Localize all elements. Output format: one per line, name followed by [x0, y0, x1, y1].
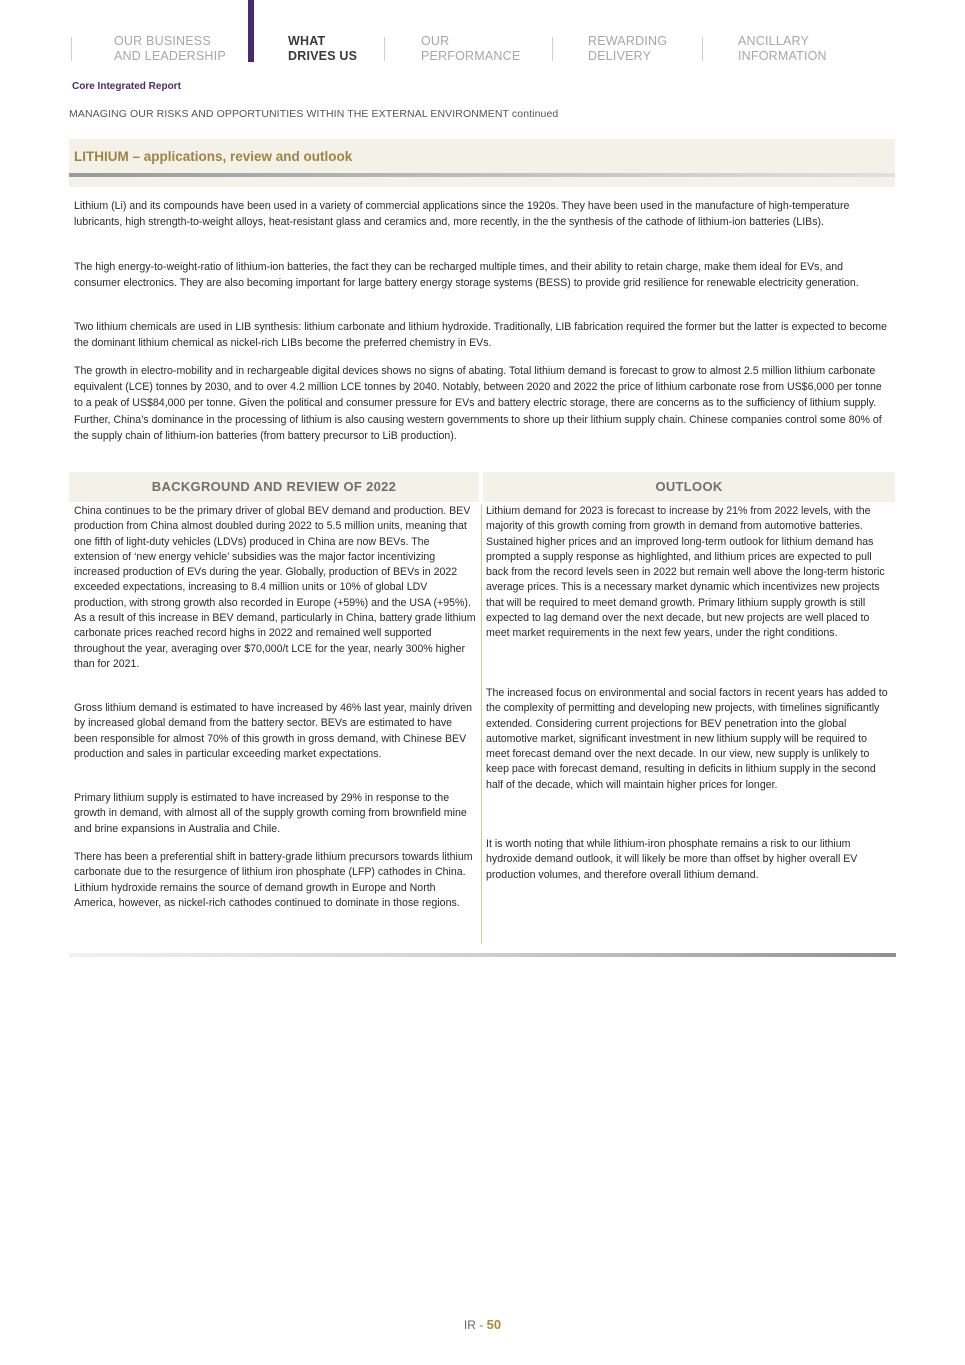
nav-item-line2: AND LEADERSHIP — [114, 49, 226, 63]
nav-item-our-business[interactable] — [114, 34, 226, 64]
outlook-paragraph: Lithium demand for 2023 is forecast to increase by 21% from 2022 levels, with the majority of this growth coming from growth in demand from automotive batteries. Sustained higher prices and an improved long-term outlook for lithium demand has prompted a supply response as highlighted, and lithium prices are expected to pull back from the record levels seen in 2022 but remain well above the long-term historic average prices. This is a necessary market dynamic which incentivizes new projects that will be required to meet demand growth. Primary lithium supply growth is still expected to lag demand over the next decade, but new projects are well placed to meet market requirements in the next few years, under the right conditions. — [486, 505, 885, 640]
nav-item-our-performance[interactable] — [421, 34, 520, 64]
nav-item-line1: WHAT — [288, 34, 326, 48]
nav-separator — [702, 37, 703, 61]
column-divider — [481, 504, 482, 944]
core-report-label: Core Integrated Report — [72, 81, 181, 92]
background-heading: BACKGROUND AND REVIEW OF 2022 — [69, 472, 479, 502]
nav-separator — [552, 37, 553, 61]
nav-item-line1: ANCILLARY — [738, 34, 810, 48]
nav-separator — [384, 37, 385, 61]
background-paragraph: Gross lithium demand is estimated to have increased by 46% last year, mainly driven by increased global demand from the battery sector. BEVs are estimated to have been responsible for almost 70% of this growth in gross demand, with Chinese BEV production and sales in particular exceeding market expectations. — [74, 702, 473, 760]
intro-paragraph: Two lithium chemicals are used in LIB synthesis: lithium carbonate and lithium hydroxide. Traditionally, LIB fabrication required the former but the latter is expected to become the dominant lithium chemical as nickel-rich LIBs become the preferred chemistry in EVs. — [74, 321, 887, 350]
nav-item-what-drives-us[interactable] — [288, 34, 357, 64]
background-paragraph: There has been a preferential shift in battery-grade lithium precursors towards lithium carbonate due to the resurgence of lithium iron phosphate (LFP) cathodes in China. Lithium hydroxide remains the source of demand growth in Europe and North America, however, as nickel-rich cathodes continued to dominate in those regions. — [74, 851, 473, 909]
nav-item-ancillary-information[interactable] — [738, 34, 827, 64]
nav-active-indicator — [248, 0, 254, 62]
footer-prefix: IR - — [463, 1318, 487, 1332]
title-band — [69, 139, 895, 173]
nav-item-line1: OUR BUSINESS — [114, 34, 211, 48]
nav-separator — [71, 37, 72, 61]
page-footer — [0, 1317, 965, 1332]
nav-item-line1: REWARDING — [588, 34, 668, 48]
intro-paragraph: The high energy-to-weight-ratio of lithium-ion batteries, the fact they can be recharged multiple times, and their ability to retain charge, make them ideal for EVs, and consumer electronics. They are also becoming important for large battery energy storage systems (BESS) to provide grid resilience for renewable electricity generation. — [74, 261, 859, 290]
intro-paragraph: Lithium (Li) and its compounds have been used in a variety of commercial applications since the 1920s. They have been used in the manufacture of high-temperature lubricants, high strength-to-weight alloys, heat-resistant glass and ceramics and, more recently, in the the synthesis of the cathode of lithium-ion batteries (LIBs). — [74, 200, 850, 229]
top-navigation — [0, 0, 965, 70]
nav-item-line2: DRIVES US — [288, 49, 358, 63]
nav-item-line2: DELIVERY — [588, 49, 652, 63]
section-heading: MANAGING OUR RISKS AND OPPORTUNITIES WITHIN THE EXTERNAL ENVIRONMENT continued — [69, 108, 559, 120]
nav-item-line1: OUR — [421, 34, 450, 48]
nav-item-line2: INFORMATION — [738, 49, 827, 63]
outlook-paragraph: It is worth noting that while lithium-iron phosphate remains a risk to our lithium hydroxide demand outlook, it will likely be more than offset by higher overall EV production volumes, and therefore overall lithium demand. — [486, 838, 858, 881]
outlook-heading: OUTLOOK — [483, 472, 895, 502]
intro-paragraph: The growth in electro-mobility and in rechargeable digital devices shows no signs of abating. Total lithium demand is forecast to grow to almost 2.5 million lithium carbonate equivalent (LCE) tonnes by 2030, and to over 4.2 million LCE tonnes by 2040. Notably, between 2020 and 2022 the price of lithium carbonate rose from US$6,000 per tonne to a peak of US$84,000 per tonne. Given the political and consumer pressure for EVs and battery electric storage, there are concerns as to the sufficiency of lithium supply. Further, China’s dominance in the processing of lithium is also causing western governments to shore up their lithium supply chain. Chinese companies control some 80% of the supply chain of lithium-ion batteries (from battery precursor to LiB production). — [74, 365, 882, 442]
title-band-bottom — [69, 177, 895, 187]
bottom-rule — [69, 953, 896, 957]
nav-item-rewarding-delivery[interactable] — [588, 34, 667, 64]
background-paragraph: Primary lithium supply is estimated to have increased by 29% in response to the growth in demand, with almost all of the supply growth coming from brownfield mine and brine expansions in Australia and Chile. — [74, 792, 467, 835]
page-title: LITHIUM – applications, review and outlook — [74, 149, 353, 164]
outlook-paragraph: The increased focus on environmental and social factors in recent years has added to the complexity of permitting and developing new projects, with timelines significantly extended. Considering current projections for BEV penetration into the global automotive market, significant investment in new lithium supply will be required to meet forecast demand over the next decade. In our view, new supply is unlikely to keep pace with forecast demand, resulting in deficits in lithium supply in the second half of the decade, which will maintain higher prices for longer. — [486, 687, 888, 791]
page-number: 50 — [486, 1317, 502, 1332]
nav-item-line2: PERFORMANCE — [421, 49, 521, 63]
background-paragraph: China continues to be the primary driver of global BEV demand and production. BEV production from China almost doubled during 2022 to 5.5 million units, meaning that one fifth of light-duty vehicles (LDVs) produced in China are now BEVs. The extension of ‘new energy vehicle’ subsidies was the major factor incentivizing increased production of EVs during the year. Globally, production of BEVs in 2022 exceeded expectations, increasing to 8.4 million units or 10% of global LDV production, with strong growth also recorded in Europe (+59%) and the USA (+95%). As a result of this increase in BEV demand, particularly in China, battery grade lithium carbonate prices reached record highs in 2022 and remained well supported throughout the year, averaging over $70,000/t LCE for the year, nearly 300% higher than for 2021. — [74, 505, 476, 670]
